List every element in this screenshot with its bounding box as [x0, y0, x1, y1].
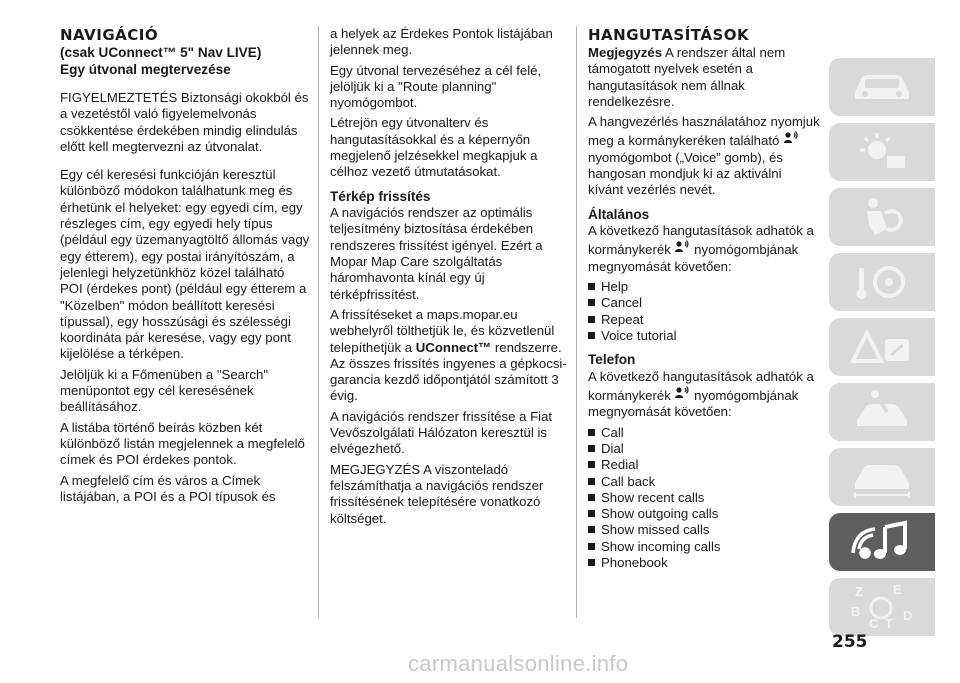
note-label: Megjegyzés: [588, 45, 663, 60]
paragraph-typing: A listába történő beírás közben két különböző listán megjelennek a megfelelő címek és POI érdekes pontok.: [60, 419, 305, 468]
general-command-list: [588, 279, 820, 344]
dashboard-lights-icon: [847, 130, 917, 174]
paragraph-route-guidance: Létrejön egy útvonalterv és hangutasításokkal és a képernyőn megjelenő jelzésekkel megkapjuk a célhoz vezető útmutatásokat.: [330, 115, 538, 180]
tab-multimedia[interactable]: [829, 513, 935, 571]
paragraph-warning: FIGYELMEZTETÉS Biztonsági okokból és a vezetéstől való figyelemelvonás csökkentése érdekében mindig elindulás előtt kell megtervezni az útvonalat.: [60, 90, 309, 154]
page-number: 255: [832, 632, 868, 652]
general-intro-text: A következő hangutasítások adhatók a kormánykerék: [588, 223, 814, 258]
bullet-icon: [588, 559, 595, 566]
seatbelt-airbag-icon: [847, 195, 917, 239]
tab-letter: D: [903, 608, 913, 623]
bullet-icon: [588, 526, 595, 533]
bullet-icon: [588, 510, 595, 517]
paragraph-dealer-note: MEGJEGYZÉS A viszonteladó felszámíthatja a navigációs rendszer frissítésének telepítésére vonatkozó költséget.: [330, 461, 544, 526]
bullet-icon: [588, 332, 595, 339]
tab-emergency[interactable]: [829, 318, 935, 376]
car-icon: [847, 67, 917, 107]
column-divider: [576, 26, 577, 618]
list-item: [588, 474, 820, 490]
watermark: carmanualsonline.info: [408, 651, 629, 676]
command-label: Call: [601, 424, 624, 440]
heading-map-update: Térkép frissítés: [330, 188, 431, 204]
general-intro-text-cont: nyomógombjának megnyomását követően:: [588, 242, 799, 274]
bullet-icon: [588, 478, 595, 485]
warning-triangle-icon: [847, 325, 917, 369]
web-download-text: A frissítéseket a maps.mopar.eu webhelyről tölthetjük le, és közvetlenül telepíthetjük a: [330, 306, 555, 355]
bullet-icon: [588, 494, 595, 501]
paragraph-voice-usage: [588, 114, 820, 198]
voice-usage-text-cont: nyomógombot („Voice” gomb), és hangosan mondjuk ki az aktiválni kívánt vezérlés nevét.: [588, 149, 783, 198]
section-title-voice-commands: HANGUTASÍTÁSOK: [588, 26, 750, 44]
subtitle-uconnect: (csak UConnect™ 5" Nav LIVE): [60, 45, 262, 60]
bullet-icon: [588, 543, 595, 550]
paragraph-general-intro: [588, 223, 820, 275]
tab-letter: C: [869, 616, 879, 631]
list-item: [588, 522, 820, 538]
column-voice-commands: [588, 26, 820, 571]
index-letters-icon: [847, 582, 917, 632]
command-label: Redial: [601, 457, 639, 473]
wrench-car-icon: [847, 390, 917, 434]
paragraph-web-download: [330, 307, 570, 405]
bullet-icon: [588, 283, 595, 290]
command-label: Show recent calls: [601, 489, 705, 505]
tab-letter: Z: [855, 584, 863, 599]
list-item: [588, 539, 820, 555]
list-item: [588, 490, 820, 506]
subtitle-route-planning: Egy útvonal megtervezése: [60, 61, 231, 77]
command-label: Cancel: [601, 295, 643, 311]
bullet-icon: [588, 429, 595, 436]
uconnect-brand: UConnect™: [415, 339, 492, 355]
column-divider: [318, 26, 319, 618]
list-item: [588, 457, 820, 473]
bullet-icon: [588, 299, 595, 306]
voice-button-icon: [674, 239, 690, 258]
phone-intro-text-cont: nyomógombjának megnyomását követően:: [588, 388, 799, 420]
section-title-navigation: NAVIGÁCIÓ: [60, 26, 159, 44]
tab-letter: B: [851, 604, 861, 619]
paragraph-dealer-update: A navigációs rendszer frissítése a Fiat Vevőszolgálati Hálózaton keresztül is elvégezhető.: [330, 408, 553, 457]
note-text: A rendszer által nem támogatott nyelvek esetén a hangutasítások nem állnak rendelkezésre.: [588, 45, 786, 109]
voice-button-icon: [783, 130, 799, 149]
phone-intro-text: A következő hangutasítások adhatók a kormánykerék: [588, 368, 814, 404]
paragraph-route-button: Egy útvonal tervezéséhez a cél felé, jelöljük ki a "Route planning" nyomógombot.: [330, 62, 542, 111]
command-label: Dial: [601, 440, 624, 456]
command-label: Voice tutorial: [601, 327, 677, 343]
phone-command-list: [588, 425, 820, 572]
voice-usage-text: A hangvezérlés használatához nyomjuk meg a kormánykeréken található: [588, 114, 820, 149]
tab-index[interactable]: [829, 578, 935, 636]
command-label: Show outgoing calls: [601, 506, 719, 522]
paragraph-update-need: A navigációs rendszer az optimális teljesítmény biztosítása érdekében rendszeres frissítést igényel. Ezért a Mopar Map Care szolgáltatás háromhavonta kínál egy új térképfrissítést.: [330, 205, 543, 302]
tab-safety[interactable]: [829, 188, 935, 246]
tab-dashboard[interactable]: [829, 123, 935, 181]
web-download-text-cont: rendszerre. Az összes frissítés ingyenes a gépkocsi-garancia kezdő időpontjától számított 3 évig.: [330, 339, 567, 404]
paragraph-poi-list: a helyek az Érdekes Pontok listájában jelennek meg.: [330, 26, 553, 58]
command-label: Show missed calls: [601, 522, 710, 538]
multimedia-icon: [847, 519, 917, 565]
list-item: [588, 312, 820, 328]
tab-technical-data[interactable]: [829, 448, 935, 506]
list-item: [588, 328, 820, 344]
column-navigation: [60, 26, 310, 509]
heading-phone: Telefon: [588, 352, 636, 368]
command-label: Help: [601, 279, 629, 295]
paragraph-note: [588, 45, 820, 110]
paragraph-phone-intro: [588, 369, 820, 421]
list-item: [588, 279, 820, 295]
command-label: Show incoming calls: [601, 538, 721, 554]
command-label: Phonebook: [601, 555, 668, 571]
paragraph-address-list: A megfelelő cím és város a Címek listájában, a POI és a POI típusok és: [60, 472, 276, 504]
tab-maintenance[interactable]: [829, 383, 935, 441]
list-item: [588, 506, 820, 522]
list-item: [588, 425, 820, 441]
paragraph-search-function: Egy cél keresési funkcióján keresztül különböző módokon találhatunk meg és érhetünk el helyeket: egy egyedi cím, egy részleges cím, egy egyedi hely típus (például egy üzemanyagtöltő állomás vagy egy étterem), egy postai irányítószám, a jelenlegi helyzetünkhöz közel található POI (érdekes pont) (például egy étterem a "Közelben" módon beállított keresési típussal), egy hosszúsági és szélességi koordináta pár keresése, vagy egy pont kijelölése a térképen.: [60, 167, 310, 362]
command-label: Call back: [601, 473, 656, 489]
command-label: Repeat: [601, 311, 644, 327]
voice-button-icon: [674, 385, 690, 404]
car-specs-icon: [847, 455, 917, 499]
column-map-update: [330, 26, 570, 531]
bullet-icon: [588, 316, 595, 323]
tab-letter: T: [885, 616, 893, 631]
tab-letter: E: [893, 582, 902, 597]
bullet-icon: [588, 445, 595, 452]
paragraph-main-menu: Jelöljük ki a Főmenüben a "Search" menüpontot egy cél keresésének beállításához.: [60, 366, 269, 415]
bullet-icon: [588, 461, 595, 468]
key-steering-icon: [847, 260, 917, 304]
heading-general: Általános: [588, 206, 650, 222]
tab-car[interactable]: [829, 58, 935, 116]
list-item: [588, 295, 820, 311]
list-item: [588, 555, 820, 571]
list-item: [588, 441, 820, 457]
tab-starting[interactable]: [829, 253, 935, 311]
